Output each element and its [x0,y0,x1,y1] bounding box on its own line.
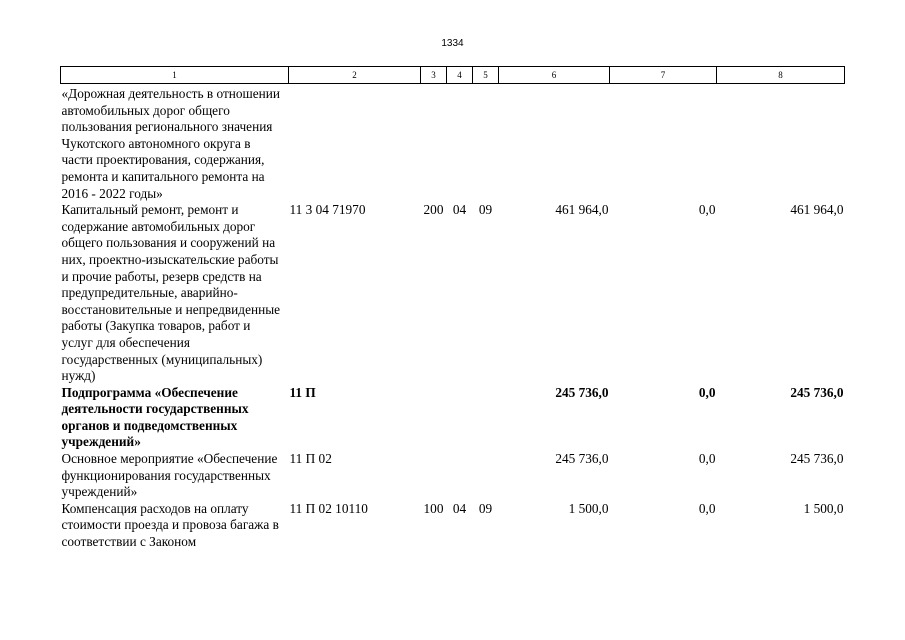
row-c3 [421,84,447,203]
row-value-8: 245 736,0 [790,451,844,467]
column-number-row [61,67,845,84]
column-header: 7 [610,67,717,84]
row-code: 11 П [289,384,316,400]
row-c5 [473,385,499,451]
row-c3 [421,451,447,501]
column-header: 5 [473,67,499,84]
column-header: 4 [447,67,473,84]
page-number: 1334 [441,38,464,49]
row-value-6: 1 500,0 [568,500,609,516]
column-header: 8 [717,67,845,84]
row-c4: 04 [452,500,467,516]
row-c4: 04 [452,202,467,218]
row-name: Компенсация расходов на оплату стоимости проезда и провоза багажа в соответствии с Законом [61,500,279,550]
table-row [61,84,845,203]
column-header: 3 [421,67,447,84]
row-c3 [421,385,447,451]
table-row [61,202,845,385]
row-c5 [473,451,499,501]
row-code: 11 П 02 [289,451,332,467]
row-value-7: 0,0 [698,202,716,218]
budget-table [60,66,845,551]
row-c3: 200 [423,202,444,218]
row-value-7 [610,84,717,203]
row-value-6: 245 736,0 [555,451,609,467]
row-value-7: 0,0 [698,500,716,516]
row-name: Основное мероприятие «Обеспечение функционирования государственных учреждений» [61,451,278,500]
row-name: Подпрограмма «Обеспечение деятельности государственных органов и подведомственных учреждений» [61,384,249,450]
row-c5: 09 [478,500,493,516]
column-header: 6 [499,67,610,84]
row-c3: 100 [423,500,444,516]
row-value-6 [499,84,610,203]
row-c4 [447,84,473,203]
row-code: 11 3 04 71970 [289,202,366,218]
table-row [61,501,845,551]
table-row [61,385,845,451]
row-c4 [447,385,473,451]
row-value-8 [717,84,845,203]
row-value-7: 0,0 [698,451,716,467]
table-row [61,451,845,501]
row-c5 [473,84,499,203]
row-code [289,84,421,203]
column-header: 1 [61,67,289,84]
row-value-7: 0,0 [698,384,716,400]
row-c4 [447,451,473,501]
row-name: «Дорожная деятельность в отношении автомобильных дорог общего пользования регионального значения Чукотского автономного округа в части проектирования, содержания, ремонта и капитального ремонта на 2016 - 2022 годы» [61,86,281,201]
column-header: 2 [289,67,421,84]
row-code: 11 П 02 10110 [289,500,368,516]
row-value-8: 245 736,0 [790,384,844,400]
row-value-6: 245 736,0 [555,384,609,400]
row-value-8: 461 964,0 [790,202,844,218]
row-c5: 09 [478,202,493,218]
row-value-6: 461 964,0 [555,202,609,218]
row-name: Капитальный ремонт, ремонт и содержание автомобильных дорог общего пользования и сооружений на них, проектно-изыскательские работы и прочие работы, резерв средств на предупредительные, аварийно-восстановительные и непредвиденные работы (Закупка товаров, работ и услуг для обеспечения государственных (муниципальных) нужд) [61,202,281,384]
row-value-8: 1 500,0 [803,500,844,516]
